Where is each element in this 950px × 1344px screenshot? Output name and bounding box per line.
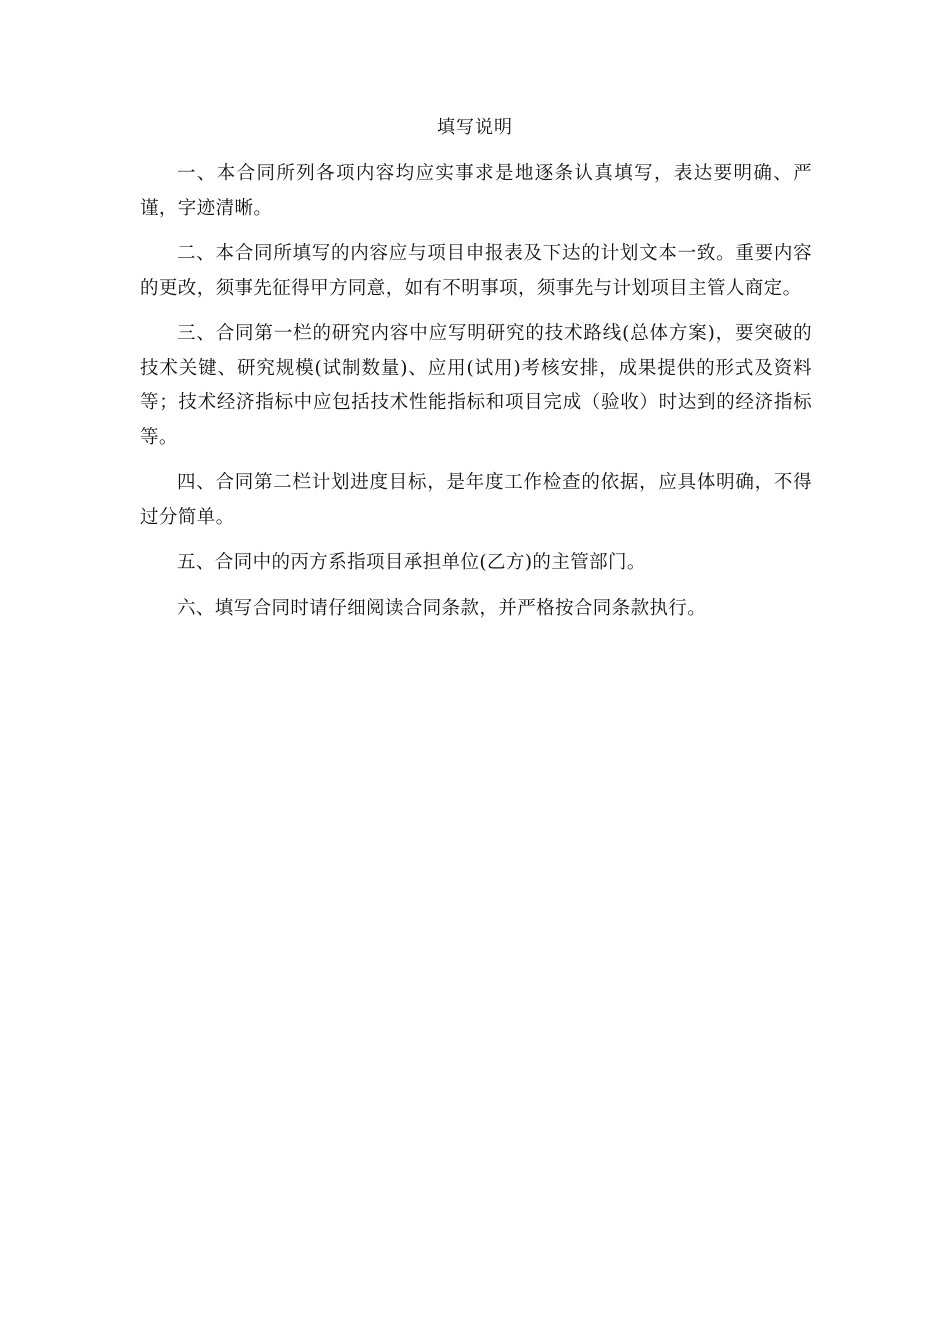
instruction-paragraph-5: 五、合同中的丙方系指项目承担单位(乙方)的主管部门。 <box>177 552 646 573</box>
instruction-paragraph-3: 三、合同第一栏的研究内容中应写明研究的技术路线(总体方案)，要突破的技术关键、研究规模(试制数量)、应用(试用)考核安排，成果提供的形式及资料等；技术经济指标中应包括技术性能指标和项目完成（验收）时达到的经济指标等。 <box>140 323 812 448</box>
instruction-paragraph-6: 六、填写合同时请仔细阅读合同条款，并严格按合同条款执行。 <box>177 597 707 619</box>
instruction-paragraph-4: 四、合同第二栏计划进度目标，是年度工作检查的依据，应具体明确，不得过分简单。 <box>140 472 812 528</box>
instruction-paragraph-1: 一、本合同所列各项内容均应实事求是地逐条认真填写，表达要明确、严谨，字迹清晰。 <box>140 163 812 219</box>
page-title: 填写说明 <box>437 117 513 138</box>
instructions-body <box>140 157 812 637</box>
instruction-paragraph-2: 二、本合同所填写的内容应与项目申报表及下达的计划文本一致。重要内容的更改，须事先征得甲方同意，如有不明事项，须事先与计划项目主管人商定。 <box>140 243 812 299</box>
